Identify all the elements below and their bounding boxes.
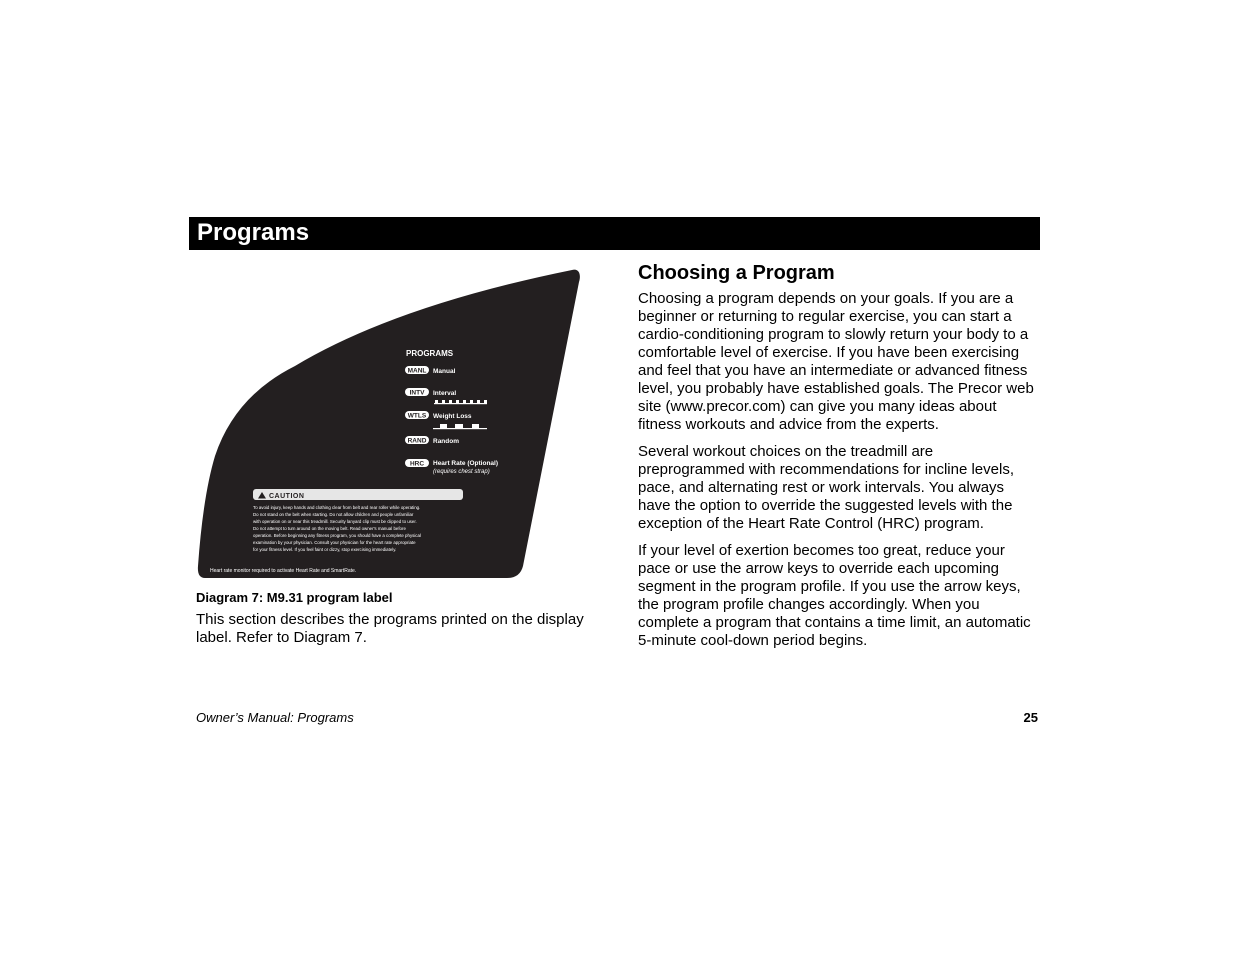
caution-line: operation. Before beginning any fitness program, you should have a complete physical [253,533,421,538]
heart-rate-monitor-note: Heart rate monitor required to activate Heart Rate and SmartRate. [210,568,357,574]
caution-title: CAUTION [269,493,305,500]
caution-line: examination by your physician. Consult your physician for the heart rate appropriate [253,540,416,545]
program-name: Random [433,438,459,445]
programs-heading: PROGRAMS [406,349,454,358]
page-number: 25 [1023,710,1038,725]
caution-line: for your fitness level. If you feel faint or dizzy, stop exercising immediately. [253,547,397,552]
program-code: HRC [409,460,425,468]
body-paragraph: If your level of exertion becomes too great, reduce your pace or use the arrow keys to override each upcoming segment in the program profile. If you use the arrow keys, the program profile changes accordingly. When you complete a program that contains a time limit, an automatic 5-minute cool-down period begins. [638,542,1031,649]
intro-paragraph: This section describes the programs printed on the display label. Refer to Diagram 7. [196,611,584,646]
subsection-title: Choosing a Program [638,262,835,284]
weight-loss-profile-graphic [433,424,487,429]
body-column [638,290,1040,659]
program-name: Heart Rate (Optional) [433,460,499,467]
program-label-diagram [195,266,585,582]
program-code: INTV [409,389,425,397]
section-title: Programs [197,219,310,246]
program-code: MANL [407,367,427,375]
caution-line: Do not attempt to turn around on the moving belt. Read owner's manual before [253,526,406,531]
body-paragraph: Choosing a program depends on your goals. If you are a beginner or returning to regular exercise, you can start a cardio-conditioning program to slowly return your body to a comfortable level of exercise. If you have been exercising and feel that you have an intermediate or advanced fitness level, you probably have established goals. The Precor web site (www.precor.com) can give you many ideas about fitness workouts and advice from the experts. [638,290,1034,433]
label-shape [198,270,580,578]
caution-line: Do not stand on the belt when starting. Do not allow children and people unfamiliar [253,512,414,517]
footer-manual-title: Owner’s Manual: Programs [196,710,354,725]
figure-caption: Diagram 7: M9.31 program label [196,590,393,605]
caution-line: with operation on or near this treadmill. Security lanyard clip must be clipped to user. [253,519,417,524]
program-note: (requires chest strap) [433,469,490,475]
caution-line: To avoid injury, keep hands and clothing clear from belt and rear roller while operating. [253,505,421,510]
program-name: Weight Loss [433,413,472,420]
program-name: Interval [433,390,457,397]
program-code: WTLS [407,412,427,420]
section-header-bar [189,217,1040,250]
body-paragraph: Several workout choices on the treadmill are preprogrammed with recommendations for incline levels, pace, and alternating rest or work intervals. You always have the option to override the suggested levels with the exception of the Heart Rate Control (HRC) program. [638,443,1014,532]
program-name: Manual [433,368,456,375]
program-code: RAND [407,437,427,445]
